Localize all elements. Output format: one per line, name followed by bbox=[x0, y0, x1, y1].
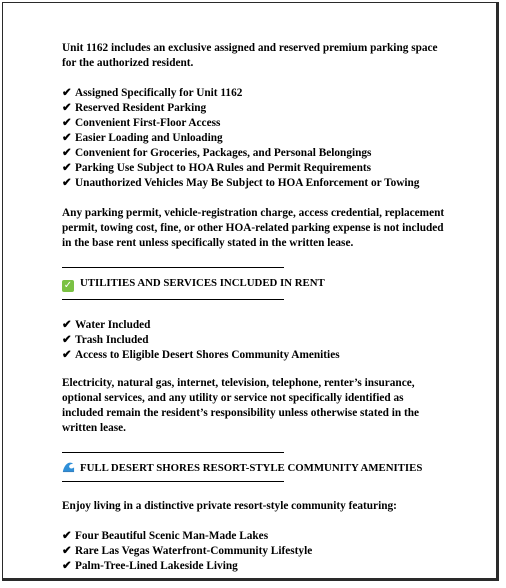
check-mark-icon: ✔ bbox=[62, 87, 72, 99]
list-item: ✔ Water Included bbox=[62, 319, 151, 331]
check-mark-icon: ✔ bbox=[62, 545, 72, 557]
list-item: ✔ Convenient First-Floor Access bbox=[62, 117, 221, 129]
list-item: ✔ Access to Eligible Desert Shores Community Amenities bbox=[62, 349, 340, 361]
list-item: ✔ Assigned Specifically for Unit 1162 bbox=[62, 87, 243, 99]
section-divider bbox=[62, 267, 284, 268]
check-mark-button-icon: ✓ bbox=[63, 280, 73, 291]
check-mark-icon: ✔ bbox=[62, 319, 72, 331]
check-mark-icon: ✔ bbox=[62, 162, 72, 174]
amenities-heading: FULL DESERT SHORES RESORT-STYLE COMMUNITY AMENITIES bbox=[62, 460, 447, 476]
utilities-responsibility-note: Electricity, natural gas, internet, television, telephone, renter’s insurance, optional services, and any utility or service not specifically identified as included remain the resident’s responsibility unless otherwise stated in the written lease. bbox=[62, 377, 420, 434]
check-mark-icon: ✔ bbox=[62, 530, 72, 542]
section-divider bbox=[62, 481, 284, 482]
list-item: ✔ Easier Loading and Unloading bbox=[62, 132, 223, 144]
document-content bbox=[62, 41, 447, 574]
utilities-list bbox=[62, 318, 447, 363]
section-divider bbox=[62, 452, 284, 453]
list-item: ✔ Parking Use Subject to HOA Rules and Permit Requirements bbox=[62, 162, 372, 174]
amenities-intro: Enjoy living in a distinctive private resort-style community featuring: bbox=[62, 500, 397, 512]
check-mark-icon: ✔ bbox=[62, 117, 72, 129]
list-item: ✔ Unauthorized Vehicles May Be Subject to HOA Enforcement or Towing bbox=[62, 177, 420, 189]
check-mark-icon: ✔ bbox=[62, 349, 72, 361]
parking-expense-note: Any parking permit, vehicle-registration charge, access credential, replacement permit, towing cost, fine, or other HOA-related parking expense is not included in the base rent unless specifically stated in the written lease. bbox=[62, 207, 445, 249]
parking-feature-list bbox=[62, 86, 447, 191]
utilities-heading: ✓ UTILITIES AND SERVICES INCLUDED IN RENT bbox=[63, 277, 325, 291]
check-mark-icon: ✔ bbox=[62, 132, 72, 144]
water-wave-icon bbox=[62, 460, 75, 473]
list-item: ✔ Palm-Tree-Lined Lakeside Living bbox=[62, 560, 238, 572]
parking-intro: Unit 1162 includes an exclusive assigned and reserved premium parking space for the authorized resident. bbox=[62, 42, 438, 69]
list-item: ✔ Rare Las Vegas Waterfront-Community Lifestyle bbox=[62, 545, 313, 557]
check-mark-icon: ✔ bbox=[62, 560, 72, 572]
list-item: ✔ Trash Included bbox=[62, 334, 149, 346]
section-divider bbox=[62, 299, 284, 300]
check-mark-icon: ✔ bbox=[62, 102, 72, 114]
list-item: ✔ Reserved Resident Parking bbox=[62, 102, 207, 114]
list-item: ✔ Convenient for Groceries, Packages, and Personal Belongings bbox=[62, 147, 372, 159]
list-item: ✔ Four Beautiful Scenic Man-Made Lakes bbox=[62, 530, 269, 542]
check-mark-icon: ✔ bbox=[62, 334, 72, 346]
document-page bbox=[2, 2, 499, 581]
amenities-list bbox=[62, 529, 447, 574]
check-mark-icon: ✔ bbox=[62, 147, 72, 159]
check-mark-icon: ✔ bbox=[62, 177, 72, 189]
